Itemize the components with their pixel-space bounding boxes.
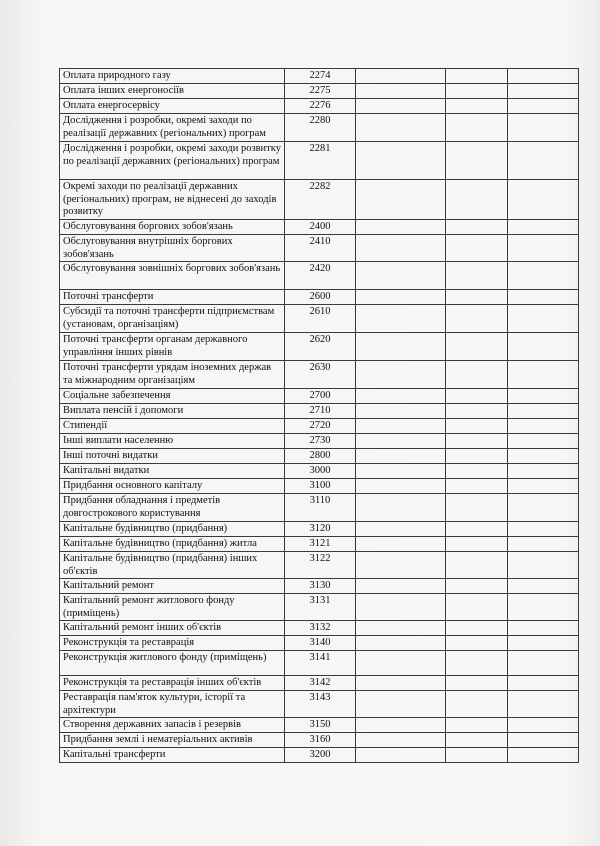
row-label: Створення державних запасів і резервів: [60, 718, 285, 733]
empty-value-cell: [356, 636, 446, 651]
table-row: [60, 99, 579, 114]
table-body: [60, 69, 579, 763]
row-code: 3132: [285, 621, 356, 636]
row-label: Обслуговування зовнішніх боргових зобов'язань: [60, 262, 285, 290]
row-label: Капітальне будівництво (придбання) житла: [60, 537, 285, 552]
row-label: Інші виплати населенню: [60, 434, 285, 449]
empty-value-cell: [356, 733, 446, 748]
empty-value-cell: [356, 180, 446, 220]
empty-value-cell: [446, 748, 508, 763]
row-label: Дослідження і розробки, окремі заходи розвитку по реалізації державних (регіональних) програм: [60, 142, 285, 180]
empty-value-cell: [356, 621, 446, 636]
empty-value-cell: [356, 114, 446, 142]
empty-value-cell: [446, 262, 508, 290]
table-row: [60, 235, 579, 262]
empty-value-cell: [508, 142, 579, 180]
row-label: Придбання землі і нематеріальних активів: [60, 733, 285, 748]
row-label: Поточні трансферти: [60, 290, 285, 305]
empty-value-cell: [508, 361, 579, 389]
table-row: [60, 494, 579, 522]
table-row: [60, 733, 579, 748]
table-row: [60, 262, 579, 290]
empty-value-cell: [446, 389, 508, 404]
row-code: 3142: [285, 676, 356, 691]
row-label: Капітальне будівництво (придбання) інших об'єктів: [60, 552, 285, 579]
table-row: [60, 594, 579, 621]
empty-value-cell: [508, 522, 579, 537]
table-row: [60, 389, 579, 404]
row-label: Дослідження і розробки, окремі заходи по реалізації державних (регіональних) програм: [60, 114, 285, 142]
row-code: 2610: [285, 305, 356, 333]
table-row: [60, 464, 579, 479]
table-row: [60, 404, 579, 419]
empty-value-cell: [356, 691, 446, 718]
row-code: 3200: [285, 748, 356, 763]
empty-value-cell: [508, 621, 579, 636]
row-label: Капітальне будівництво (придбання): [60, 522, 285, 537]
empty-value-cell: [446, 449, 508, 464]
table-row: [60, 419, 579, 434]
empty-value-cell: [446, 636, 508, 651]
empty-value-cell: [446, 621, 508, 636]
empty-value-cell: [446, 305, 508, 333]
row-code: 2630: [285, 361, 356, 389]
empty-value-cell: [508, 594, 579, 621]
empty-value-cell: [508, 676, 579, 691]
empty-value-cell: [508, 305, 579, 333]
empty-value-cell: [446, 419, 508, 434]
empty-value-cell: [508, 494, 579, 522]
empty-value-cell: [446, 733, 508, 748]
empty-value-cell: [356, 142, 446, 180]
table-row: [60, 691, 579, 718]
empty-value-cell: [446, 84, 508, 99]
empty-value-cell: [356, 449, 446, 464]
row-label: Соціальне забезпечення: [60, 389, 285, 404]
empty-value-cell: [356, 676, 446, 691]
empty-value-cell: [508, 114, 579, 142]
table-row: [60, 552, 579, 579]
empty-value-cell: [446, 99, 508, 114]
empty-value-cell: [508, 404, 579, 419]
row-label: Капітальні видатки: [60, 464, 285, 479]
table-row: [60, 361, 579, 389]
empty-value-cell: [356, 69, 446, 84]
empty-value-cell: [446, 142, 508, 180]
empty-value-cell: [356, 235, 446, 262]
row-label: Стипендії: [60, 419, 285, 434]
empty-value-cell: [446, 361, 508, 389]
empty-value-cell: [508, 552, 579, 579]
empty-value-cell: [356, 552, 446, 579]
row-label: Придбання основного капіталу: [60, 479, 285, 494]
empty-value-cell: [508, 464, 579, 479]
empty-value-cell: [446, 579, 508, 594]
table-row: [60, 676, 579, 691]
empty-value-cell: [508, 290, 579, 305]
empty-value-cell: [356, 220, 446, 235]
table-row: [60, 114, 579, 142]
empty-value-cell: [446, 404, 508, 419]
empty-value-cell: [446, 290, 508, 305]
row-code: 2282: [285, 180, 356, 220]
table-row: [60, 180, 579, 220]
row-label: Виплата пенсій і допомоги: [60, 404, 285, 419]
row-label: Оплата інших енергоносіїв: [60, 84, 285, 99]
empty-value-cell: [356, 361, 446, 389]
empty-value-cell: [356, 464, 446, 479]
table-row: [60, 579, 579, 594]
row-code: 3120: [285, 522, 356, 537]
empty-value-cell: [356, 434, 446, 449]
row-code: 2275: [285, 84, 356, 99]
empty-value-cell: [508, 180, 579, 220]
table-row: [60, 84, 579, 99]
empty-value-cell: [356, 579, 446, 594]
empty-value-cell: [356, 84, 446, 99]
table-row: [60, 142, 579, 180]
row-code: 2276: [285, 99, 356, 114]
table-row: [60, 479, 579, 494]
empty-value-cell: [508, 748, 579, 763]
empty-value-cell: [508, 333, 579, 361]
empty-value-cell: [508, 262, 579, 290]
empty-value-cell: [508, 691, 579, 718]
empty-value-cell: [356, 494, 446, 522]
empty-value-cell: [356, 537, 446, 552]
row-label: Оплата природного газу: [60, 69, 285, 84]
empty-value-cell: [446, 69, 508, 84]
empty-value-cell: [446, 464, 508, 479]
row-code: 2420: [285, 262, 356, 290]
empty-value-cell: [356, 479, 446, 494]
empty-value-cell: [508, 419, 579, 434]
row-code: 2720: [285, 419, 356, 434]
table-row: [60, 718, 579, 733]
row-code: 2710: [285, 404, 356, 419]
row-code: 2281: [285, 142, 356, 180]
empty-value-cell: [356, 594, 446, 621]
empty-value-cell: [508, 537, 579, 552]
empty-value-cell: [508, 651, 579, 676]
table-row: [60, 651, 579, 676]
row-label: Придбання обладнання і предметів довгострокового користування: [60, 494, 285, 522]
empty-value-cell: [446, 479, 508, 494]
table-row: [60, 434, 579, 449]
row-label: Обслуговування внутрішніх боргових зобов'язань: [60, 235, 285, 262]
empty-value-cell: [356, 305, 446, 333]
row-label: Обслуговування боргових зобов'язань: [60, 220, 285, 235]
empty-value-cell: [356, 99, 446, 114]
empty-value-cell: [446, 180, 508, 220]
row-label: Капітальні трансферти: [60, 748, 285, 763]
row-code: 3140: [285, 636, 356, 651]
empty-value-cell: [356, 333, 446, 361]
row-label: Окремі заходи по реалізації державних (регіональних) програм, не віднесені до заходів розвитку: [60, 180, 285, 220]
row-label: Капітальний ремонт інших об'єктів: [60, 621, 285, 636]
empty-value-cell: [508, 99, 579, 114]
empty-value-cell: [508, 69, 579, 84]
empty-value-cell: [356, 419, 446, 434]
empty-value-cell: [446, 651, 508, 676]
empty-value-cell: [356, 389, 446, 404]
row-code: 3130: [285, 579, 356, 594]
row-label: Поточні трансферти органам державного управління інших рівнів: [60, 333, 285, 361]
row-code: 3121: [285, 537, 356, 552]
table-row: [60, 748, 579, 763]
empty-value-cell: [356, 718, 446, 733]
row-label: Оплата енергосервісу: [60, 99, 285, 114]
table-row: [60, 449, 579, 464]
row-code: 2410: [285, 235, 356, 262]
empty-value-cell: [508, 84, 579, 99]
budget-codes-table: [59, 68, 579, 763]
empty-value-cell: [356, 748, 446, 763]
empty-value-cell: [446, 594, 508, 621]
empty-value-cell: [446, 718, 508, 733]
empty-value-cell: [508, 220, 579, 235]
table-row: [60, 69, 579, 84]
row-code: 2400: [285, 220, 356, 235]
row-code: 2280: [285, 114, 356, 142]
empty-value-cell: [356, 404, 446, 419]
row-code: 3100: [285, 479, 356, 494]
table-row: [60, 290, 579, 305]
row-label: Капітальний ремонт житлового фонду (приміщень): [60, 594, 285, 621]
empty-value-cell: [446, 220, 508, 235]
row-code: 3143: [285, 691, 356, 718]
empty-value-cell: [508, 434, 579, 449]
empty-value-cell: [508, 235, 579, 262]
empty-value-cell: [508, 733, 579, 748]
row-code: 2700: [285, 389, 356, 404]
row-code: 3150: [285, 718, 356, 733]
table-row: [60, 333, 579, 361]
empty-value-cell: [508, 449, 579, 464]
row-label: Поточні трансферти урядам іноземних держав та міжнародним організаціям: [60, 361, 285, 389]
empty-value-cell: [446, 434, 508, 449]
empty-value-cell: [356, 651, 446, 676]
empty-value-cell: [508, 579, 579, 594]
table-row: [60, 537, 579, 552]
empty-value-cell: [508, 389, 579, 404]
row-code: 3122: [285, 552, 356, 579]
empty-value-cell: [508, 636, 579, 651]
row-code: 3160: [285, 733, 356, 748]
table-row: [60, 621, 579, 636]
row-label: Реконструкція житлового фонду (приміщень): [60, 651, 285, 676]
empty-value-cell: [508, 479, 579, 494]
table-row: [60, 220, 579, 235]
empty-value-cell: [446, 333, 508, 361]
row-code: 3141: [285, 651, 356, 676]
empty-value-cell: [446, 676, 508, 691]
row-code: 3000: [285, 464, 356, 479]
row-code: 2730: [285, 434, 356, 449]
empty-value-cell: [446, 494, 508, 522]
row-label: Реконструкція та реставрація інших об'єктів: [60, 676, 285, 691]
table-row: [60, 636, 579, 651]
row-code: 3131: [285, 594, 356, 621]
empty-value-cell: [446, 691, 508, 718]
empty-value-cell: [446, 235, 508, 262]
row-code: 2274: [285, 69, 356, 84]
row-code: 3110: [285, 494, 356, 522]
empty-value-cell: [356, 522, 446, 537]
row-code: 2600: [285, 290, 356, 305]
row-label: Інші поточні видатки: [60, 449, 285, 464]
table-row: [60, 522, 579, 537]
row-label: Капітальний ремонт: [60, 579, 285, 594]
row-code: 2620: [285, 333, 356, 361]
row-label: Субсидії та поточні трансферти підприємствам (установам, організаціям): [60, 305, 285, 333]
empty-value-cell: [446, 114, 508, 142]
empty-value-cell: [356, 262, 446, 290]
row-label: Реставрація пам'яток культури, історії та архітектури: [60, 691, 285, 718]
empty-value-cell: [446, 552, 508, 579]
empty-value-cell: [508, 718, 579, 733]
row-label: Реконструкція та реставрація: [60, 636, 285, 651]
empty-value-cell: [446, 537, 508, 552]
table-row: [60, 305, 579, 333]
empty-value-cell: [446, 522, 508, 537]
row-code: 2800: [285, 449, 356, 464]
empty-value-cell: [356, 290, 446, 305]
